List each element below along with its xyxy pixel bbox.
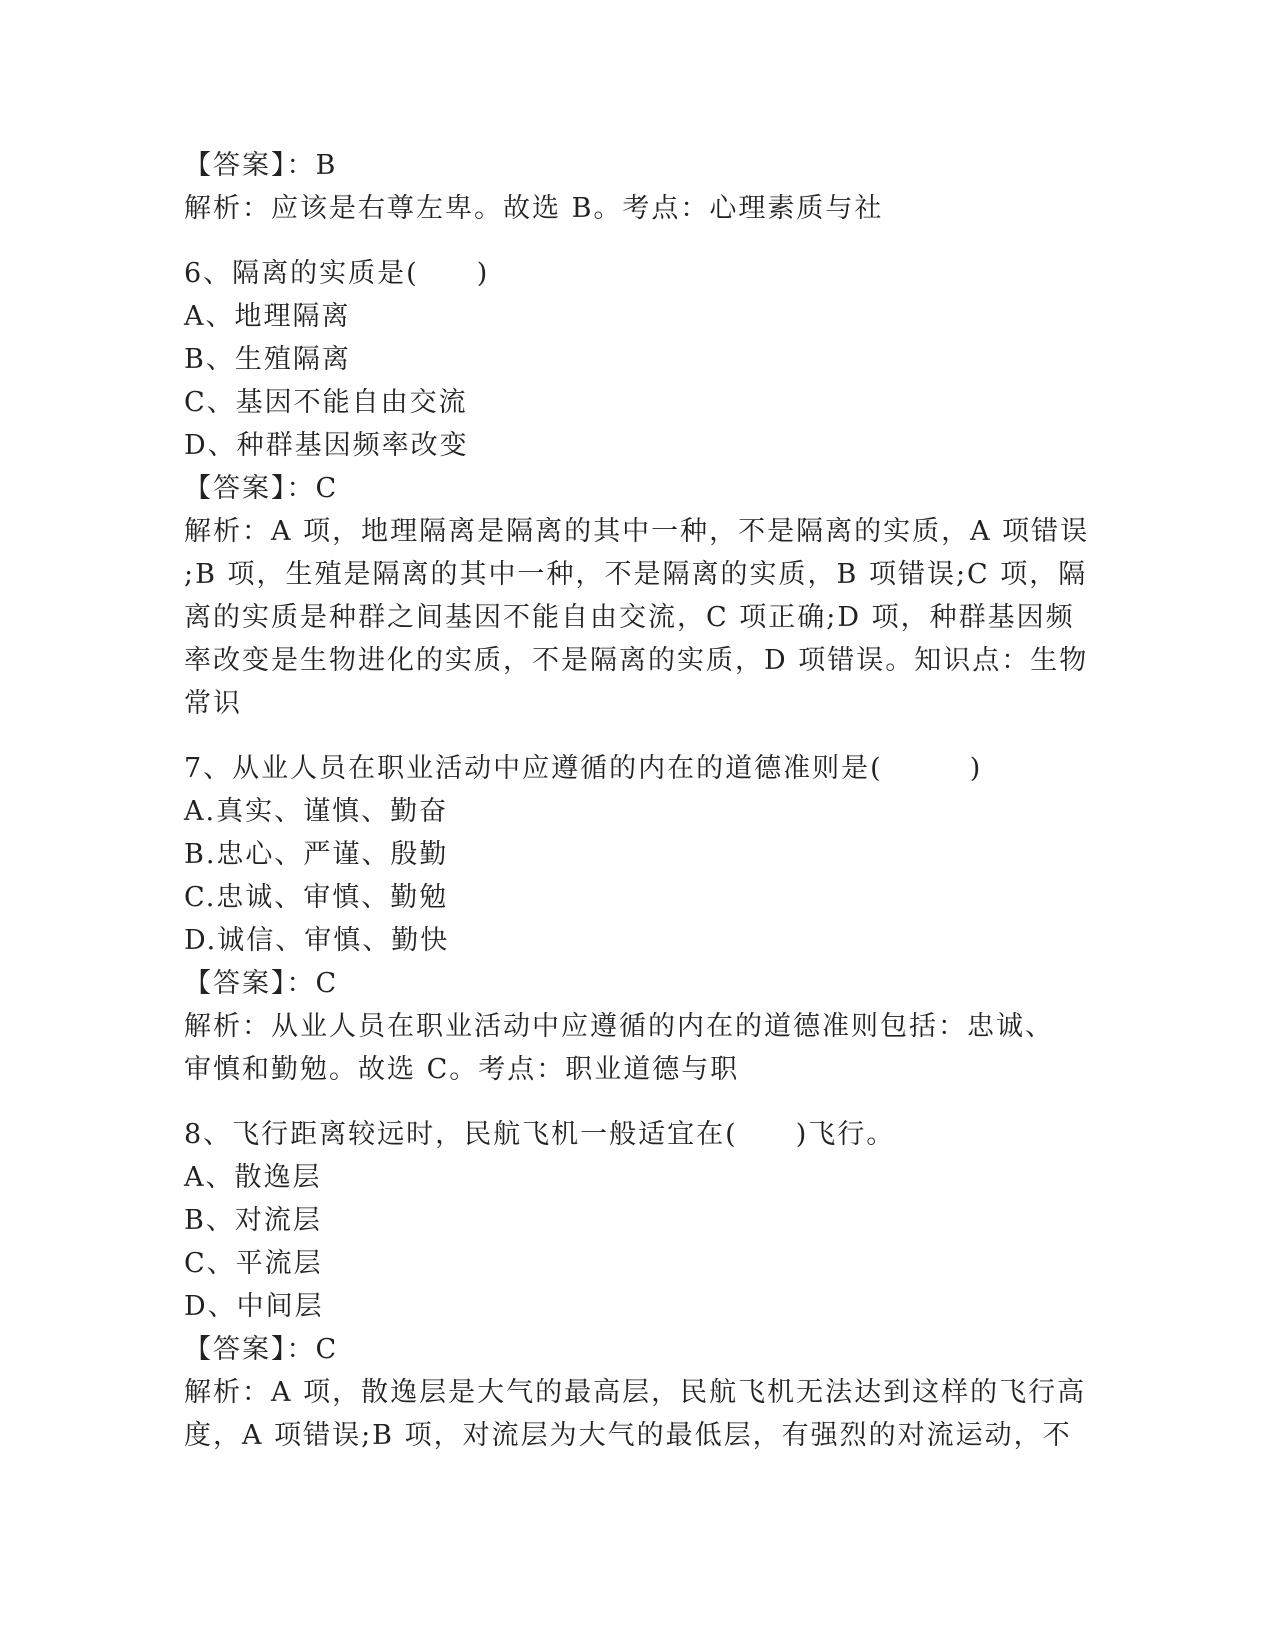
- option-8a: A、散逸层: [184, 1162, 322, 1193]
- option-6c: C、基因不能自由交流: [184, 387, 468, 418]
- option-8b: B、对流层: [184, 1205, 322, 1236]
- answer-7: 【答案】：C: [184, 968, 339, 999]
- explanation-6-line: 解析：A 项，地理隔离是隔离的其中一种，不是隔离的实质，A 项错误: [184, 516, 1090, 547]
- option-7a: A.真实、谨慎、勤奋: [184, 796, 449, 827]
- document-content: [184, 144, 1090, 1457]
- explanation-6-line: ;B 项，生殖是隔离的其中一种，不是隔离的实质，B 项错误;C 项，隔: [184, 559, 1088, 590]
- option-6b: B、生殖隔离: [184, 344, 351, 375]
- explanation-6-line: 率改变是生物进化的实质，不是隔离的实质，D 项错误。知识点：生物: [184, 645, 1089, 676]
- explanation-8-line: 解析：A 项，散逸层是大气的最高层，民航飞机无法达到这样的飞行高: [184, 1377, 1087, 1408]
- question-6: 6、隔离的实质是( ): [184, 258, 490, 289]
- question-7: 7、从业人员在职业活动中应遵循的内在的道德准则是( ): [184, 753, 983, 784]
- option-7d: D.诚信、审慎、勤快: [184, 925, 450, 956]
- explanation-8: [184, 1371, 1087, 1457]
- answer-6: 【答案】：C: [184, 473, 339, 504]
- option-6d: D、种群基因频率改变: [184, 430, 469, 461]
- explanation-7-line: 审慎和勤勉。故选 C。考点：职业道德与职: [184, 1054, 740, 1085]
- option-6a: A、地理隔离: [184, 301, 351, 332]
- explanation-6-line: 常识: [184, 688, 242, 719]
- explanation-7-line: 解析：从业人员在职业活动中应遵循的内在的道德准则包括：忠诚、: [184, 1011, 1054, 1042]
- question-8: 8、飞行距离较远时，民航飞机一般适宜在( )飞行。: [184, 1119, 896, 1150]
- option-8d: D、中间层: [184, 1291, 324, 1322]
- answer-8: 【答案】：C: [184, 1334, 339, 1365]
- explanation-8-line: 度，A 项错误;B 项，对流层为大气的最低层，有强烈的对流运动，不: [184, 1420, 1072, 1451]
- explanation-6: [184, 510, 1090, 725]
- explanation-7: [184, 1005, 1084, 1091]
- answer-5: 【答案】：B: [184, 150, 338, 181]
- option-7b: B.忠心、严谨、殷勤: [184, 839, 449, 870]
- explanation-5: 解析：应该是右尊左卑。故选 B。考点：心理素质与社: [184, 193, 884, 224]
- explanation-6-line: 离的实质是种群之间基因不能自由交流，C 项正确;D 项，种群基因频: [184, 602, 1075, 633]
- option-7c: C.忠诚、审慎、勤勉: [184, 882, 449, 913]
- option-8c: C、平流层: [184, 1248, 323, 1279]
